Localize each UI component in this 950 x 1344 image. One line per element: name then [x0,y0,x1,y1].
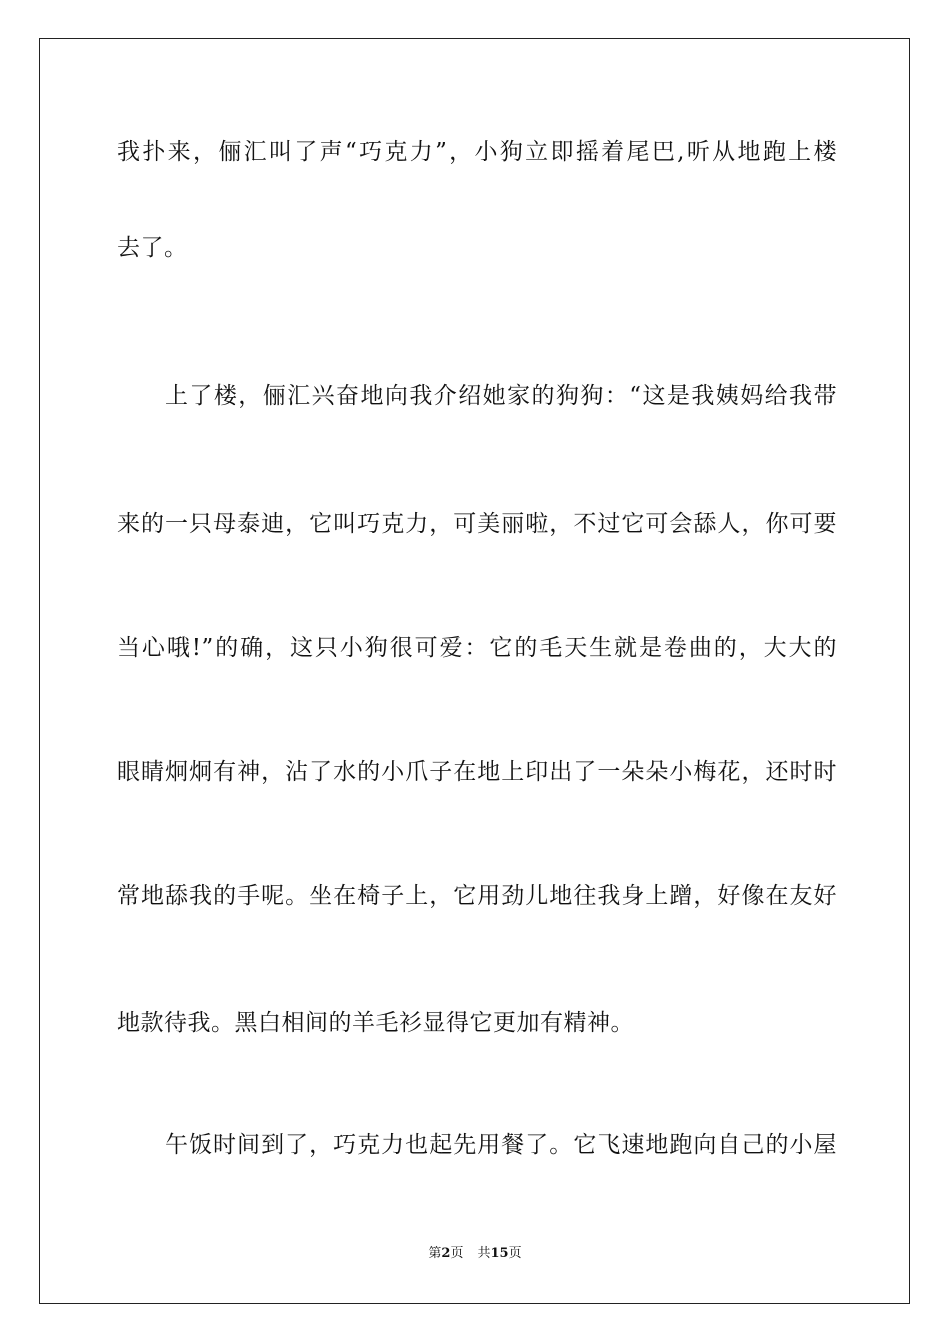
text-line-3: 上了楼，俪汇兴奋地向我介绍她家的狗狗：“这是我姨妈给我带 [165,383,837,409]
page-border [39,38,910,1304]
text-line-9: 午饭时间到了，巧克力也起先用餐了。它飞速地跑向自己的小屋 [165,1132,837,1158]
footer-total-suffix: 页 [508,1246,522,1261]
text-line-1: 我扑来，俪汇叫了声“巧克力”，小狗立即摇着尾巴,听从地跑上楼 [117,139,837,165]
text-line-5: 当心哦!”的确，这只小狗很可爱：它的毛天生就是卷曲的，大大的 [117,635,837,661]
text-line-8: 地款待我。黑白相间的羊毛衫显得它更加有精神。 [117,1010,634,1036]
text-line-7: 常地舔我的手呢。坐在椅子上，它用劲儿地往我身上蹭，好像在友好 [117,883,837,909]
footer-total-prefix: 共 [477,1246,491,1261]
footer-total-pages: 15 [490,1246,509,1261]
footer-page-suffix: 页 [450,1246,464,1261]
page-footer [0,1246,950,1262]
text-line-6: 眼睛炯炯有神，沾了水的小爪子在地上印出了一朵朵小梅花，还时时 [117,759,837,785]
text-line-4: 来的一只母泰迪，它叫巧克力，可美丽啦，不过它可会舔人，你可要 [117,511,837,537]
footer-page-prefix: 第 [428,1246,442,1261]
footer-page-number: 2 [441,1246,451,1261]
text-line-2: 去了。 [117,235,188,261]
